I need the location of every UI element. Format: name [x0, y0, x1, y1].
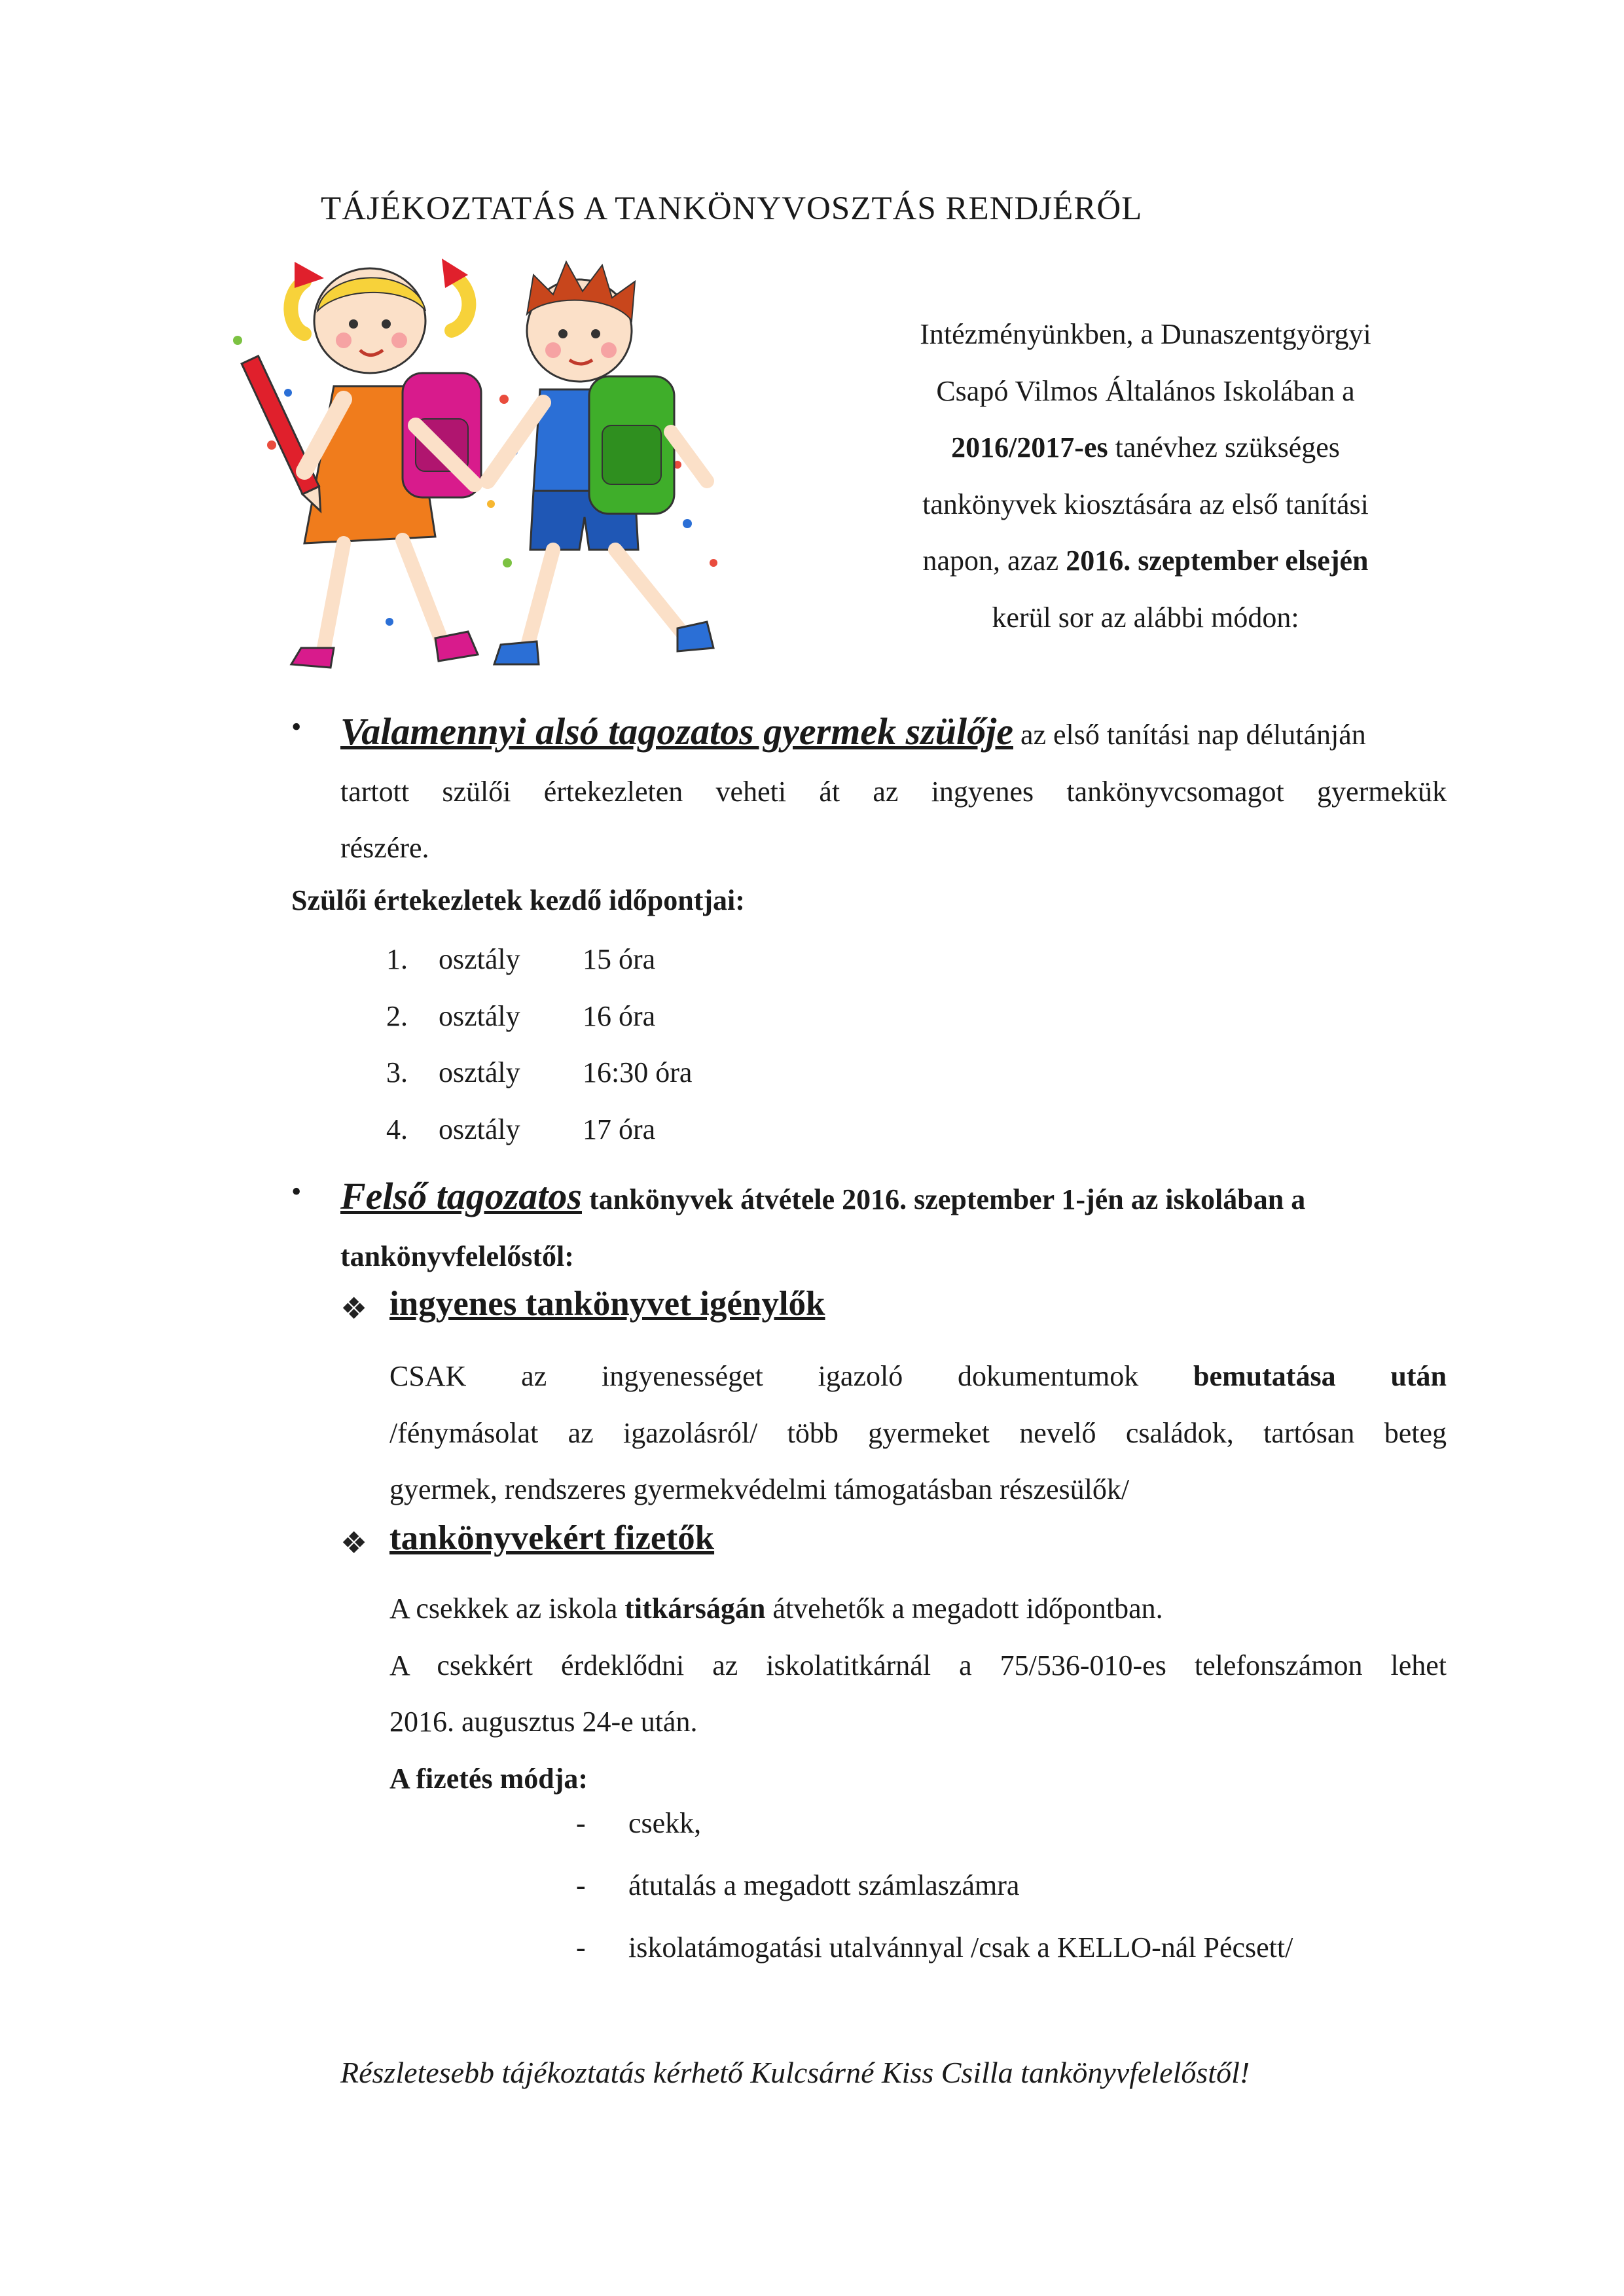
upper-grades-section: [340, 1168, 1447, 1285]
dash-bullet: -: [576, 1931, 586, 1964]
school-year: 2016/2017-es: [951, 431, 1108, 463]
schedule-heading: Szülői értekezletek kezdő időpontjai:: [291, 884, 745, 916]
payment-method-item: csekk,: [628, 1807, 702, 1839]
payment-method-item: átutalás a megadott számlaszámra: [628, 1869, 1020, 1901]
dash-bullet: -: [576, 1807, 586, 1839]
upper-grades-line: Felső tagozatos tankönyvek átvétele 2016. szeptember 1-jén az iskolában a: [340, 1175, 1306, 1217]
intro-line: tankönyvek kiosztására az első tanítási: [922, 488, 1369, 520]
bullet-upper-grades: •: [291, 1175, 302, 1208]
free-textbooks-text: [389, 1348, 1447, 1518]
intro-line: 2016/2017-es tanévhez szükséges: [951, 431, 1340, 463]
paid-textbooks-heading: tankönyvekért fizetők: [389, 1519, 715, 1557]
intro-line: napon, azaz 2016. szeptember elsején: [922, 545, 1369, 577]
intro-line: Intézményünkben, a Dunaszentgyörgyi: [920, 318, 1371, 350]
payment-method-item: iskolatámogatási utalvánnyal /csak a KELLO-nál Pécsett/: [628, 1931, 1293, 1964]
diamond-bullet-icon: ❖: [340, 1292, 368, 1325]
intro-paragraph: [851, 306, 1440, 646]
lower-grades-line: részére.: [340, 832, 429, 864]
free-textbooks-heading: ingyenes tankönyvet igénylők: [389, 1285, 825, 1323]
paid-line: A csekkek az iskola titkárságán átvehetők a megadott időpontban.: [389, 1592, 1163, 1624]
girl-figure: [242, 259, 481, 668]
diamond-bullet-icon: ❖: [340, 1526, 368, 1560]
distribution-date: 2016. szeptember elsején: [1066, 545, 1369, 577]
bullet-lower-grades: •: [291, 711, 302, 743]
free-line: /fénymásolat az igazolásról/ több gyermeket nevelő családok, tartósan beteg: [389, 1416, 1447, 1449]
lower-grades-lead: Valamennyi alsó tagozatos gyermek szülője: [340, 710, 1013, 753]
paid-textbooks-text: [389, 1581, 1447, 1807]
paid-line: A csekkért érdeklődni az iskolatitkárnál a 75/536-010-es telefonszámon lehet: [389, 1649, 1447, 1681]
intro-line: Csapó Vilmos Általános Iskolában a: [936, 374, 1355, 407]
footer-note: Részletesebb tájékoztatás kérhető Kulcsárné Kiss Csilla tankönyvfelelőstől!: [340, 2056, 1250, 2089]
lower-grades-line: tartott szülői értekezleten veheti át az ingyenes tankönyvcsomagot gyermekük: [340, 775, 1447, 808]
free-line: CSAK az ingyenességet igazoló dokumentumok bemutatása után: [389, 1360, 1447, 1392]
page-title: TÁJÉKOZTATÁS A TANKÖNYVOSZTÁS RENDJÉRŐL: [321, 190, 1143, 227]
upper-grades-line: tankönyvfelelőstől:: [340, 1240, 574, 1272]
upper-grades-lead: Felső tagozatos: [340, 1175, 582, 1217]
payment-method-heading: A fizetés módja:: [389, 1762, 588, 1795]
lower-grades-section: [340, 704, 1447, 877]
children-illustration: [226, 255, 727, 681]
free-line: gyermek, rendszeres gyermekvédelmi támogatásban részesülők/: [389, 1473, 1130, 1505]
intro-line: kerül sor az alábbi módon:: [992, 601, 1299, 634]
lower-grades-line: Valamennyi alsó tagozatos gyermek szülője az első tanítási nap délutánján: [340, 710, 1366, 753]
dash-bullet: -: [576, 1869, 586, 1901]
paid-line: 2016. augusztus 24-e után.: [389, 1706, 698, 1738]
